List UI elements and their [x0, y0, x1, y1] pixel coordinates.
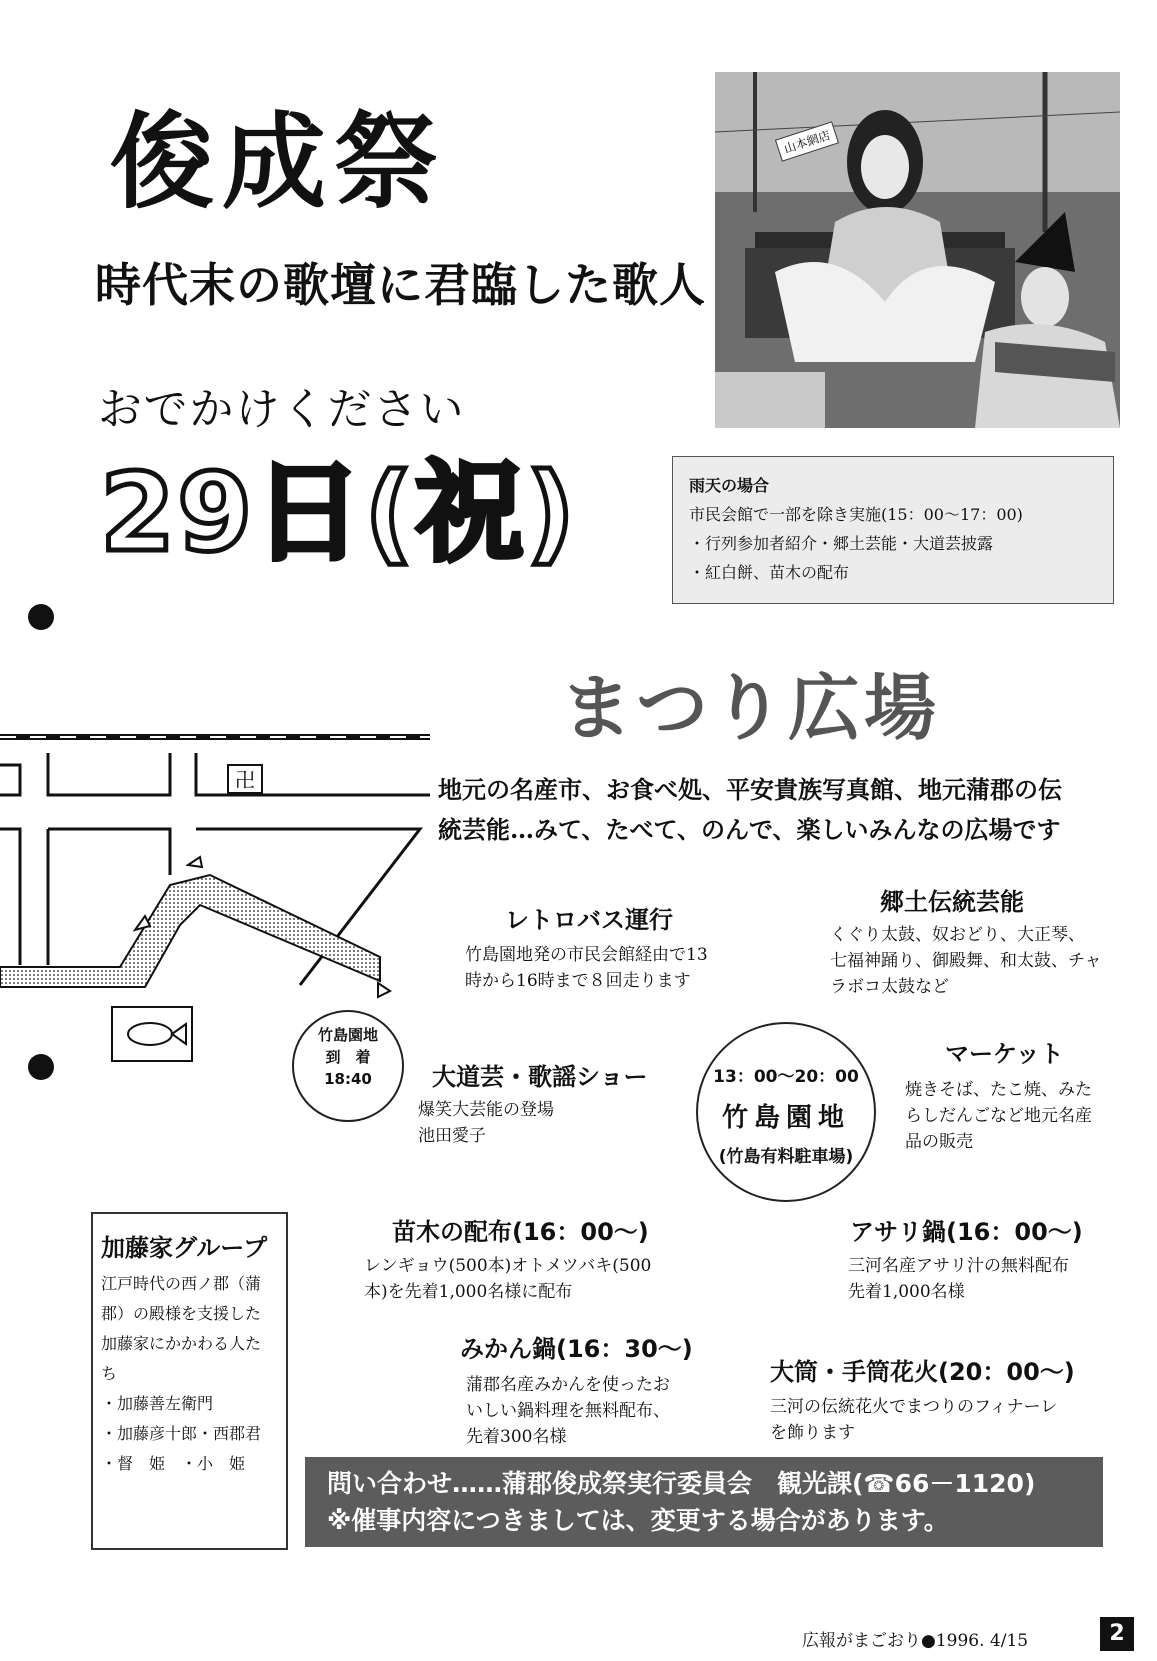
rain-line: ・紅白餅、苗木の配布	[689, 563, 850, 582]
folk-line: 七福神踊り、御殿舞、和太鼓、チャ	[830, 951, 1102, 971]
festival-subtitle: 時代末の歌壇に君臨した歌人	[95, 258, 706, 312]
mikan-line: 蒲郡名産みかんを使ったお	[466, 1375, 670, 1395]
market-line: らしだんごなど地元名産	[905, 1106, 1092, 1126]
fireworks-line: を飾ります	[770, 1423, 855, 1443]
sapling-title: 苗木の配布(16：00〜)	[392, 1218, 649, 1246]
rain-notice-box	[672, 456, 1114, 604]
mikan-line: 先着300名様	[466, 1427, 567, 1447]
arrival-place: 竹島園地	[317, 1026, 378, 1044]
contact-bar	[305, 1457, 1103, 1547]
asari-line: 三河名産アサリ汁の無料配布	[848, 1256, 1069, 1276]
venue-parking: (竹島有料駐車場)	[718, 1147, 854, 1167]
kato-line: ち	[101, 1364, 118, 1383]
shop-sign: 山本網店	[775, 121, 839, 161]
kato-line: 江戸時代の西ノ郡（蒲	[101, 1274, 262, 1293]
asari-title: アサリ鍋(16：00〜)	[850, 1218, 1083, 1246]
sapling-line: 本)を先着1,000名様に配布	[364, 1282, 573, 1302]
route-map	[0, 725, 440, 1065]
kato-line: ・加藤善左衛門	[101, 1394, 214, 1413]
contact-line: 問い合わせ……蒲郡俊成祭実行委員会 観光課(☎66－1120)	[327, 1469, 1036, 1498]
mikan-title: みかん鍋(16：30〜)	[460, 1335, 693, 1363]
bus-line: 時から16時まで８回走ります	[465, 971, 691, 991]
mikan-line: いしい鍋料理を無料配布、	[466, 1401, 670, 1421]
plaza-title: まつり広場	[560, 665, 941, 750]
bus-line: 竹島園地発の市民会館経由で13	[465, 945, 708, 965]
plaza-desc-line: 統芸能…みて、たべて、のんで、楽しいみんなの広場です	[438, 815, 1061, 844]
market-line: 焼きそば、たこ焼、みた	[905, 1080, 1092, 1100]
rain-line: ・行列参加者紹介・郷土芸能・大道芸披露	[689, 534, 994, 553]
market-title: マーケット	[945, 1040, 1064, 1068]
asari-line: 先着1,000名様	[848, 1282, 965, 1302]
street-title: 大道芸・歌謡ショー	[432, 1063, 648, 1091]
folk-line: ラボコ太鼓など	[830, 977, 949, 997]
venue-circle	[696, 1022, 876, 1202]
bus-title: レトロバス運行	[505, 906, 673, 934]
kato-line: 郡）の殿様を支援した	[101, 1304, 262, 1323]
bus-body	[465, 942, 708, 994]
publication-footer: 広報がまごおり●1996. 4/15	[802, 1631, 1029, 1651]
festival-title: 俊成祭	[110, 100, 447, 223]
plaza-description	[438, 770, 1118, 850]
plaza-desc-line: 地元の名産市、お食べ処、平安貴族写真館、地元蒲郡の伝	[438, 775, 1062, 804]
folk-body	[830, 922, 1102, 1000]
festival-date: 29日(祝)	[100, 451, 578, 576]
arrival-label: 到 着	[325, 1048, 371, 1066]
street-body	[418, 1097, 554, 1149]
kato-body	[101, 1269, 278, 1479]
mikan-body	[466, 1372, 670, 1450]
arrival-time: 18:40	[324, 1070, 372, 1088]
folk-line: くぐり太鼓、奴おどり、大正琴、	[830, 925, 1085, 945]
rain-line: 市民会館で一部を除き実施(15：00〜17：00)	[689, 505, 1023, 524]
rain-heading: 雨天の場合	[689, 476, 770, 495]
svg-text:卍: 卍	[235, 768, 255, 792]
street-line: 池田愛子	[418, 1126, 486, 1146]
folk-title: 郷土伝統芸能	[880, 888, 1024, 916]
fireworks-line: 三河の伝統花火でまつりのフィナーレ	[770, 1397, 1058, 1417]
arrival-circle	[292, 1010, 404, 1122]
festival-photo	[715, 72, 1120, 428]
sapling-line: レンギョウ(500本)オトメツバキ(500	[364, 1256, 652, 1276]
kato-line: 加藤家にかかわる人た	[101, 1334, 262, 1353]
invitation-text: おでかけください	[98, 384, 466, 435]
asari-body	[848, 1253, 1069, 1305]
street-line: 爆笑大芸能の登場	[418, 1100, 554, 1120]
market-line: 品の販売	[905, 1132, 973, 1152]
binder-hole-dot	[28, 604, 54, 630]
venue-name: 竹島園地	[721, 1103, 850, 1133]
notice-line: ※催事内容につきましては、変更する場合があります。	[327, 1506, 949, 1535]
kato-line: ・督 姫 ・小 姫	[101, 1454, 246, 1473]
page-number: 2	[1100, 1617, 1134, 1651]
kato-line: ・加藤彦十郎・西郡君	[101, 1424, 262, 1443]
kato-title: 加藤家グループ	[101, 1233, 268, 1262]
venue-time: 13：00〜20：00	[713, 1067, 859, 1087]
fireworks-title: 大筒・手筒花火(20：00〜)	[770, 1358, 1075, 1386]
market-body	[905, 1077, 1092, 1155]
sapling-body	[364, 1253, 651, 1305]
photo-illustration	[715, 72, 1120, 428]
kato-group-box	[91, 1212, 288, 1550]
fireworks-body	[770, 1394, 1057, 1446]
